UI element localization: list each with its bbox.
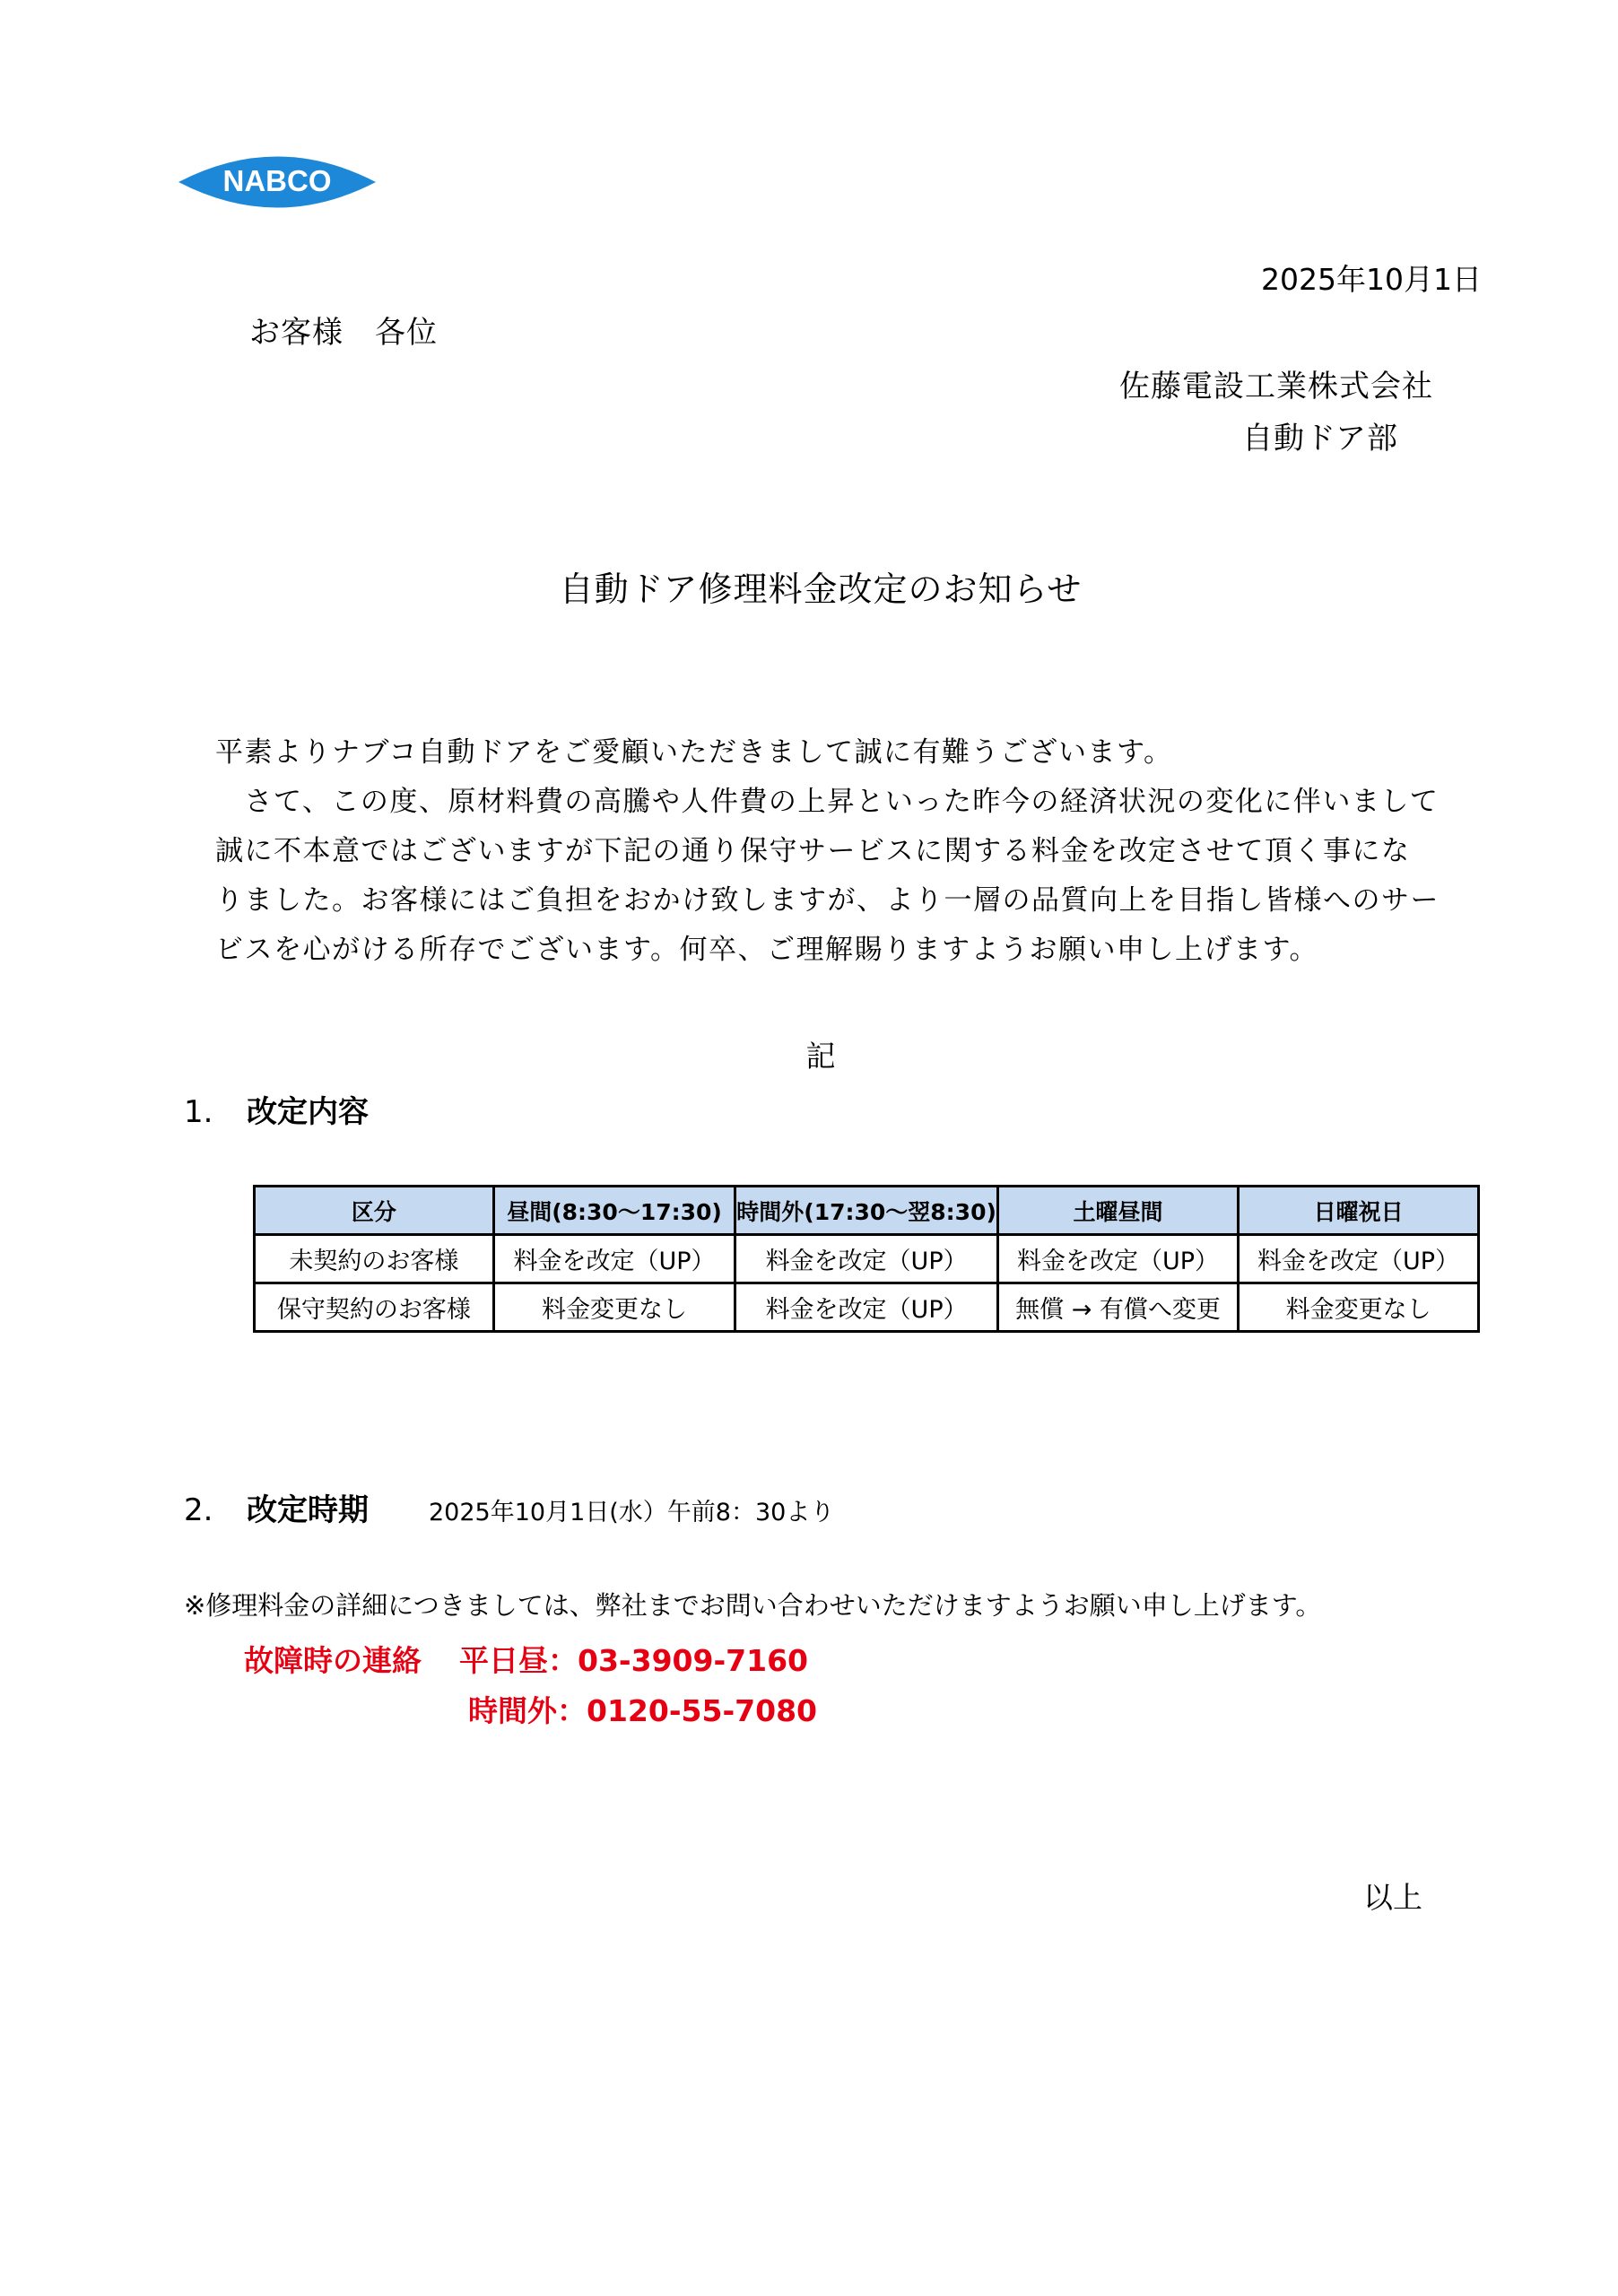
- section-1-heading: [184, 1087, 369, 1131]
- table-row: [255, 1283, 1479, 1332]
- table-header-cell: 土曜昼間: [997, 1187, 1238, 1235]
- table-cell: 料金を改定（UP）: [735, 1283, 998, 1332]
- closing-mark: 以上: [1363, 1880, 1422, 1915]
- section-title: 改定内容: [247, 1094, 369, 1130]
- after-hours-phone: 時間外：0120-55-7080: [468, 1693, 818, 1728]
- section-2-heading: [184, 1485, 369, 1529]
- table-header-row: [255, 1187, 1479, 1235]
- weekday-phone: 平日昼：03-3909-7160: [459, 1643, 809, 1678]
- table-header-cell: 昼間(8:30～17:30): [493, 1187, 735, 1235]
- body-line: 誠に不本意ではございますが下記の通り保守サービスに関する料金を改定させて頂く事にな: [215, 835, 1411, 867]
- contact-label: 故障時の連絡: [244, 1643, 422, 1678]
- section-number: 2.: [184, 1492, 213, 1528]
- body-line: さて、この度、原材料費の高騰や人件費の上昇といった昨今の経済状況の変化に伴いまして: [215, 786, 1440, 818]
- body-line: 平素よりナブコ自動ドアをご愛顧いただきまして誠に有難うございます。: [215, 736, 1173, 769]
- body-line: りました。お客様にはご負担をおかけ致しますが、より一層の品質向上を目指し皆様へのサー: [215, 884, 1440, 917]
- table-header-cell: 区分: [255, 1187, 494, 1235]
- table-cell: 料金を改定（UP）: [1239, 1235, 1479, 1283]
- logo-text: NABCO: [222, 164, 332, 197]
- table-cell: 未契約のお客様: [255, 1235, 494, 1283]
- body-line: ビスを心がける所存でございます。何卒、ご理解賜りますようお願い申し上げます。: [215, 934, 1319, 966]
- table-row: [255, 1235, 1479, 1283]
- table-header-cell: 時間外(17:30～翌8:30): [735, 1187, 998, 1235]
- table-cell: 料金を改定（UP）: [735, 1235, 998, 1283]
- document-date: 2025年10月1日: [1261, 262, 1482, 297]
- company-name: 佐藤電設工業株式会社: [1119, 369, 1433, 404]
- document-title: 自動ドア修理料金改定のお知らせ: [559, 570, 1083, 609]
- section-number: 1.: [184, 1094, 213, 1130]
- table-header-cell: 日曜祝日: [1239, 1187, 1479, 1235]
- body-text: [215, 728, 1440, 975]
- table-cell: 料金を改定（UP）: [493, 1235, 735, 1283]
- table-cell: 料金を改定（UP）: [997, 1235, 1238, 1283]
- addressee: お客様 各位: [249, 315, 438, 351]
- department-name: 自動ドア部: [1242, 421, 1398, 457]
- nabco-logo: [176, 154, 378, 210]
- table-cell: 料金変更なし: [1239, 1283, 1479, 1332]
- revision-date: 2025年10月1日(水）午前8：30より: [429, 1499, 835, 1526]
- table-cell: 無償 → 有償へ変更: [997, 1283, 1238, 1332]
- section-title: 改定時期: [247, 1492, 369, 1528]
- table-cell: 料金変更なし: [493, 1283, 735, 1332]
- ki-heading: 記: [805, 1039, 836, 1074]
- fee-table: [253, 1185, 1480, 1333]
- table-cell: 保守契約のお客様: [255, 1283, 494, 1332]
- inquiry-note: ※修理料金の詳細につきましては、弊社までお問い合わせいただけますようお願い申し上げます。: [184, 1590, 1322, 1621]
